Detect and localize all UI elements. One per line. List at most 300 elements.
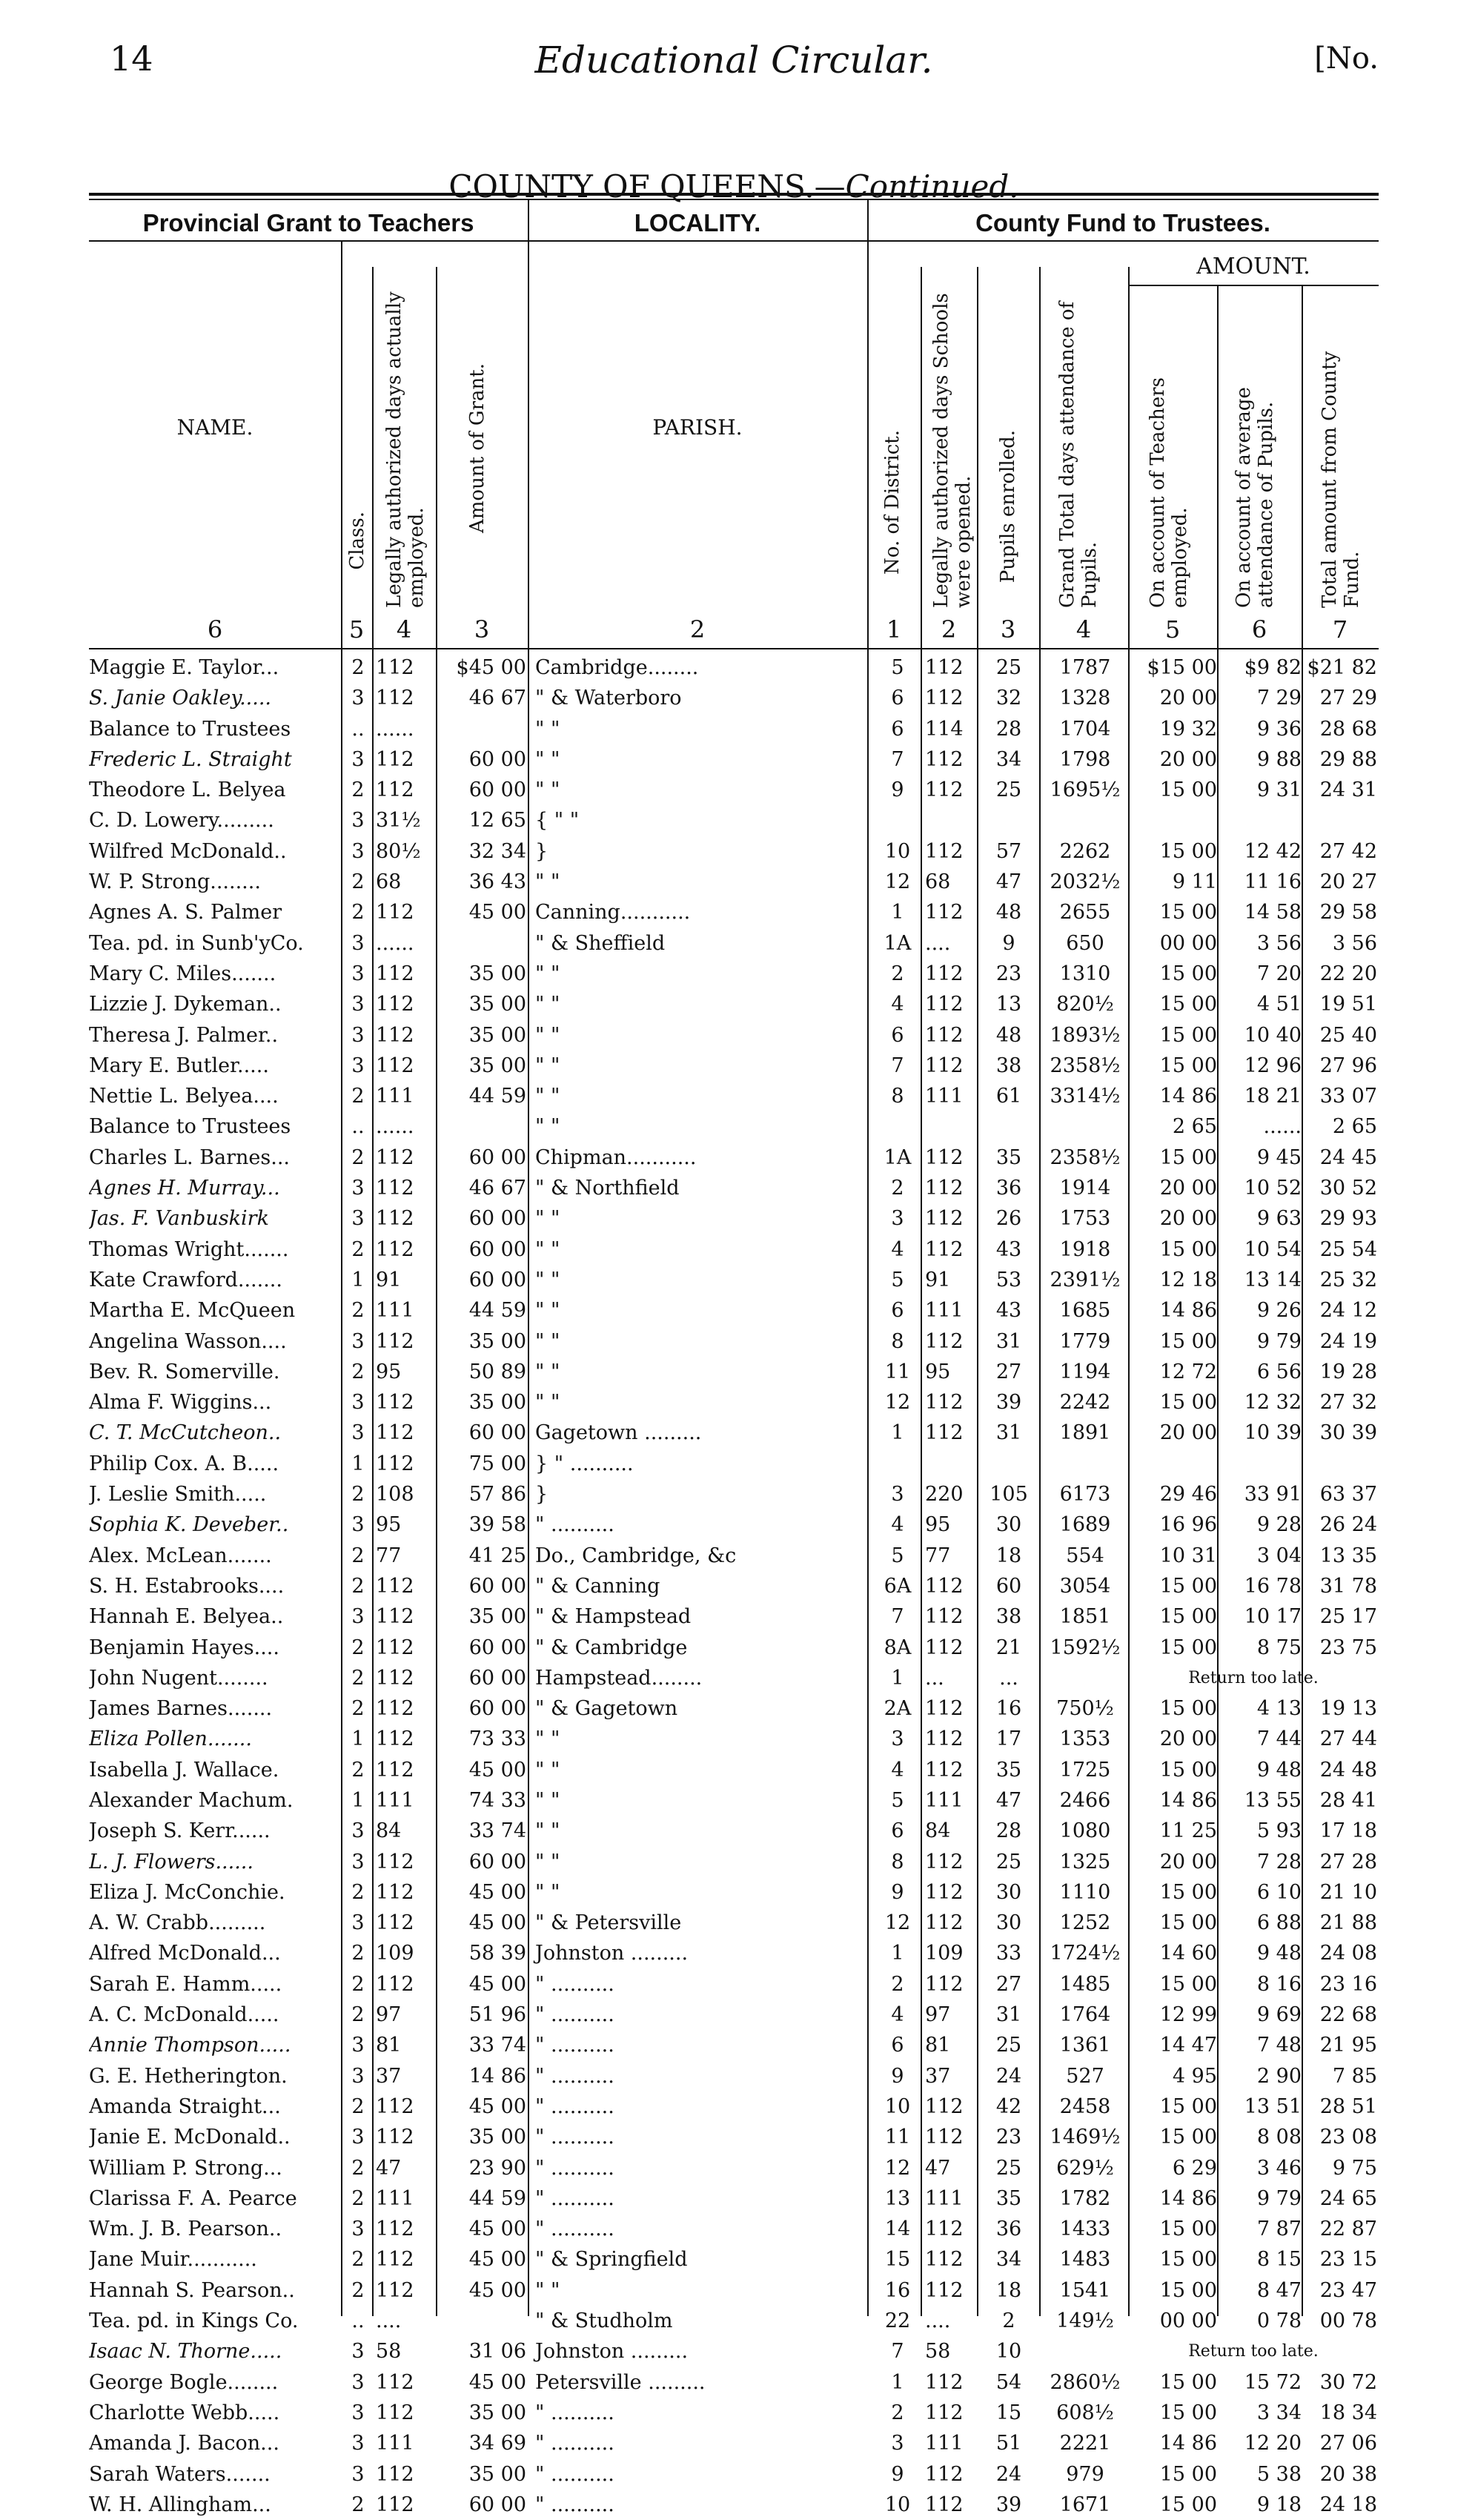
col-num: 6: [207, 615, 223, 644]
cell-district-number: 6: [891, 717, 904, 741]
cell-grant-amount: 60 00: [468, 1850, 526, 1874]
cell-district-number: 14: [884, 2218, 911, 2241]
table-row: [89, 1509, 1379, 1540]
cell-grant-amount: 60 00: [468, 747, 526, 771]
cell-teachers-amount: Return too late.: [1188, 2342, 1319, 2361]
cell-pupils-enrolled: 18: [995, 2278, 1022, 2302]
cell-days-employed: 112: [376, 2126, 414, 2149]
cell-parish: Johnston .........: [535, 1942, 689, 1965]
cell-district-number: 6: [891, 2034, 904, 2057]
cell-grant-amount: 60 00: [468, 1421, 526, 1445]
cell-attendance-amount: 16 78: [1244, 1574, 1302, 1598]
table-row: [89, 652, 1379, 683]
cell-days-opened: 112: [925, 993, 964, 1016]
cell-total-amount: 27 44: [1319, 1727, 1377, 1751]
cell-teachers-amount: 20 00: [1159, 1207, 1217, 1231]
cell-teachers-amount: 20 00: [1159, 1177, 1217, 1200]
cell-parish: " ..........: [535, 2003, 614, 2027]
cell-class: 3: [351, 747, 365, 771]
cell-days-employed: 47: [376, 2156, 402, 2180]
cell-teacher-name: Isaac N. Thorne.....: [89, 2340, 282, 2364]
cell-parish: " ": [535, 1237, 560, 1261]
cell-attendance-amount: 3 46: [1256, 2156, 1302, 2180]
cell-days-employed: 112: [376, 1880, 414, 1904]
cell-district-number: 6: [891, 1023, 904, 1047]
cell-days-employed: 112: [376, 2094, 414, 2118]
cell-class: 3: [351, 1023, 365, 1047]
table-row: [89, 1785, 1379, 1816]
table-row: [89, 1816, 1379, 1846]
cell-total-amount: 27 96: [1319, 1054, 1377, 1077]
cell-teacher-name: Agnes A. S. Palmer: [89, 901, 282, 925]
cell-days-employed: 95: [376, 1513, 402, 1537]
cell-class: 1: [351, 1268, 365, 1292]
cell-district-number: 4: [891, 1237, 904, 1261]
cell-grant-amount: 44 59: [468, 1299, 526, 1323]
cell-attendance-amount: 13 14: [1244, 1268, 1302, 1292]
cell-days-opened: 84: [925, 1819, 951, 1843]
cell-parish: " ": [535, 1758, 560, 1782]
cell-attendance-amount: 12 32: [1244, 1391, 1302, 1415]
cell-days-employed: 84: [376, 1819, 402, 1843]
cell-class: 2: [351, 1697, 365, 1721]
cell-class: 1: [351, 1788, 365, 1812]
cell-district-number: 8: [891, 1085, 904, 1108]
cell-class: ..: [351, 1115, 365, 1139]
cell-teachers-amount: $15 00: [1147, 656, 1217, 679]
cell-parish: " ": [535, 1054, 560, 1077]
cell-days-employed: 112: [376, 1452, 414, 1475]
cell-district-number: 10: [884, 2094, 911, 2118]
cell-class: ..: [351, 717, 365, 741]
top-rule-thin: [89, 199, 1379, 200]
cell-days-opened: 58: [925, 2340, 951, 2364]
cell-parish: " ..........: [535, 2493, 614, 2516]
cell-pupils-enrolled: 42: [995, 2094, 1022, 2118]
cell-attendance-amount: 5 93: [1256, 1819, 1302, 1843]
cell-pupils-enrolled: 10: [995, 2340, 1022, 2364]
cell-class: 3: [351, 2218, 365, 2241]
cell-pupils-enrolled: 35: [995, 1758, 1022, 1782]
cell-days-opened: 112: [925, 2126, 964, 2149]
cell-days-opened: 111: [925, 2432, 964, 2455]
cell-class: 2: [351, 1942, 365, 1965]
cell-teacher-name: Charles L. Barnes...: [89, 1145, 291, 1169]
cell-grant-amount: 35 00: [468, 1329, 526, 1353]
table-row: [89, 2490, 1379, 2520]
cell-days-employed: 112: [376, 2218, 414, 2241]
table-row: [89, 1203, 1379, 1234]
cell-grant-amount: 31 06: [468, 2340, 526, 2364]
cell-total-amount: 25 54: [1319, 1237, 1377, 1261]
cell-teachers-amount: 20 00: [1159, 1421, 1217, 1445]
cell-class: 3: [351, 1850, 365, 1874]
cell-parish: " ": [535, 2278, 560, 2302]
cell-attendance-amount: 12 20: [1244, 2432, 1302, 2455]
cell-grant-amount: 45 00: [468, 901, 526, 925]
cell-total-amount: 26 24: [1319, 1513, 1377, 1537]
cell-total-amount: 13 35: [1319, 1544, 1377, 1567]
cell-grand-total-days: 1918: [1059, 1237, 1111, 1261]
cell-days-employed: 111: [376, 1085, 414, 1108]
cell-teachers-amount: 14 86: [1159, 1085, 1217, 1108]
cell-grand-total-days: 1764: [1059, 2003, 1111, 2027]
cell-parish: " ..........: [535, 2462, 614, 2486]
header-parish: PARISH.: [652, 415, 743, 440]
cell-grand-total-days: 6173: [1059, 1483, 1111, 1507]
cell-class: 3: [351, 1177, 365, 1200]
cell-days-opened: 112: [925, 1023, 964, 1047]
cell-days-employed: 112: [376, 1574, 414, 1598]
cell-days-employed: 112: [376, 1605, 414, 1629]
cell-days-opened: 112: [925, 1972, 964, 1996]
cell-pupils-enrolled: 28: [995, 1819, 1022, 1843]
cell-grand-total-days: 2221: [1059, 2432, 1111, 2455]
cell-days-opened: 112: [925, 1329, 964, 1353]
cell-teacher-name: Theodore L. Belyea: [89, 778, 286, 802]
cell-grand-total-days: 149½: [1056, 2309, 1114, 2333]
cell-grand-total-days: 1851: [1059, 1605, 1111, 1629]
cell-teachers-amount: 14 86: [1159, 2186, 1217, 2210]
cell-total-amount: 29 93: [1319, 1207, 1377, 1231]
cell-days-opened: 37: [925, 2064, 951, 2088]
cell-teachers-amount: 15 00: [1159, 2493, 1217, 2516]
cell-attendance-amount: 33 91: [1244, 1483, 1302, 1507]
cell-grant-amount: 45 00: [468, 1911, 526, 1935]
cell-days-employed: 77: [376, 1544, 402, 1567]
cell-district-number: 5: [891, 656, 904, 679]
cell-class: 3: [351, 1054, 365, 1077]
cell-days-opened: 97: [925, 2003, 951, 2027]
cell-teachers-amount: 15 00: [1159, 839, 1217, 863]
cell-days-employed: 112: [376, 1697, 414, 1721]
table-row: [89, 2214, 1379, 2244]
table-row: [89, 989, 1379, 1019]
cell-total-amount: 28 51: [1319, 2094, 1377, 2118]
cell-pupils-enrolled: 60: [995, 1574, 1022, 1598]
cell-pupils-enrolled: 9: [1002, 931, 1015, 955]
cell-grant-amount: 60 00: [468, 1145, 526, 1169]
cell-grand-total-days: 2466: [1059, 1788, 1111, 1812]
cell-days-employed: 68: [376, 870, 402, 894]
cell-attendance-amount: 6 56: [1256, 1360, 1302, 1383]
table-body: [89, 652, 1379, 2520]
cell-attendance-amount: 13 55: [1244, 1788, 1302, 1812]
cell-teacher-name: Joseph S. Kerr......: [89, 1819, 271, 1843]
cell-class: 2: [351, 1145, 365, 1169]
cell-total-amount: 24 08: [1319, 1942, 1377, 1965]
cell-total-amount: 19 28: [1319, 1360, 1377, 1383]
cell-teachers-amount: 15 00: [1159, 1574, 1217, 1598]
cell-teachers-amount: Return too late.: [1188, 1668, 1319, 1687]
cell-teachers-amount: 12 18: [1159, 1268, 1217, 1292]
col-num: 4: [396, 615, 412, 644]
cell-days-employed: 112: [376, 2370, 414, 2394]
cell-grant-amount: 73 33: [468, 1727, 526, 1751]
group-locality: LOCALITY.: [634, 209, 761, 237]
cell-teachers-amount: 16 96: [1159, 1513, 1217, 1537]
cell-total-amount: 9 75: [1332, 2156, 1377, 2180]
cell-grant-amount: 45 00: [468, 2370, 526, 2394]
cell-grant-amount: 60 00: [468, 2493, 526, 2516]
cell-teacher-name: W. P. Strong........: [89, 870, 261, 894]
cell-days-opened: ....: [925, 2309, 951, 2333]
table-row: [89, 1877, 1379, 1908]
cell-class: 3: [351, 931, 365, 955]
cell-pupils-enrolled: 35: [995, 2186, 1022, 2210]
cell-days-opened: ....: [925, 931, 951, 955]
cell-total-amount: 7 85: [1332, 2064, 1377, 2088]
cell-attendance-amount: 9 28: [1256, 1513, 1302, 1537]
cell-attendance-amount: 18 21: [1244, 1085, 1302, 1108]
cell-grand-total-days: 1483: [1059, 2248, 1111, 2272]
cell-total-amount: 30 72: [1319, 2370, 1377, 2394]
cell-total-amount: 27 42: [1319, 839, 1377, 863]
cell-total-amount: 21 95: [1319, 2034, 1377, 2057]
cell-days-employed: 112: [376, 1391, 414, 1415]
table-row: [89, 1693, 1379, 1724]
cell-total-amount: 19 51: [1319, 993, 1377, 1016]
cell-grand-total-days: 3054: [1059, 1574, 1111, 1598]
cell-grant-amount: 36 43: [468, 870, 526, 894]
cell-days-opened: 112: [925, 747, 964, 771]
top-rule: [89, 193, 1379, 196]
cell-grand-total-days: 750½: [1056, 1697, 1114, 1721]
cell-days-opened: 112: [925, 2493, 964, 2516]
table-row: [89, 2244, 1379, 2275]
cell-class: 2: [351, 1972, 365, 1996]
cell-grant-amount: 44 59: [468, 2186, 526, 2210]
cell-pupils-enrolled: 28: [995, 717, 1022, 741]
cell-days-employed: 112: [376, 2401, 414, 2424]
cell-pupils-enrolled: 34: [995, 747, 1022, 771]
cell-district-number: 6: [891, 1819, 904, 1843]
cell-teacher-name: Sarah Waters.......: [89, 2462, 271, 2486]
table-row: [89, 2061, 1379, 2091]
cell-class: 3: [351, 1513, 365, 1537]
cell-attendance-amount: 3 56: [1256, 931, 1302, 955]
cell-class: 2: [351, 1666, 365, 1690]
cell-teachers-amount: 14 47: [1159, 2034, 1217, 2057]
cell-teachers-amount: 11 25: [1159, 1819, 1217, 1843]
page-title: Educational Circular.: [534, 39, 933, 82]
cell-total-amount: 23 16: [1319, 1972, 1377, 1996]
cell-teachers-amount: 15 00: [1159, 2462, 1217, 2486]
cell-class: 2: [351, 1880, 365, 1904]
cell-pupils-enrolled: 25: [995, 1850, 1022, 1874]
cell-teachers-amount: 15 00: [1159, 2126, 1217, 2149]
cell-grant-amount: 57 86: [468, 1483, 526, 1507]
cell-teacher-name: Kate Crawford.......: [89, 1268, 282, 1292]
cell-days-opened: 112: [925, 1421, 964, 1445]
cell-district-number: 6A: [884, 1574, 912, 1598]
cell-days-employed: 112: [376, 1636, 414, 1659]
cell-district-number: 12: [884, 870, 911, 894]
cell-grand-total-days: 1328: [1059, 687, 1111, 710]
cell-grant-amount: 23 90: [468, 2156, 526, 2180]
cell-class: 3: [351, 2370, 365, 2394]
cell-attendance-amount: 3 34: [1256, 2401, 1302, 2424]
cell-grand-total-days: 1361: [1059, 2034, 1111, 2057]
cell-district-number: 13: [884, 2186, 911, 2210]
cell-pupils-enrolled: 24: [995, 2064, 1022, 2088]
cell-district-number: 22: [884, 2309, 911, 2333]
cell-grant-amount: 60 00: [468, 1666, 526, 1690]
cell-grant-amount: 60 00: [468, 1574, 526, 1598]
cell-total-amount: 24 31: [1319, 778, 1377, 802]
cell-district-number: 1A: [884, 931, 912, 955]
cell-parish: }: [535, 839, 548, 863]
col-num: 1: [886, 615, 902, 644]
table-row: [89, 1051, 1379, 1081]
cell-parish: " & Gagetown: [535, 1697, 678, 1721]
cell-pupils-enrolled: 30: [995, 1513, 1022, 1537]
cell-total-amount: 22 68: [1319, 2003, 1377, 2027]
cell-days-employed: 112: [376, 962, 414, 985]
cell-days-employed: 81: [376, 2034, 402, 2057]
cell-district-number: 6: [891, 1299, 904, 1323]
cell-total-amount: 24 19: [1319, 1329, 1377, 1353]
cell-days-opened: 112: [925, 1207, 964, 1231]
cell-days-employed: 112: [376, 1758, 414, 1782]
cell-grant-amount: 60 00: [468, 1636, 526, 1659]
cell-attendance-amount: 9 69: [1256, 2003, 1302, 2027]
cell-parish: " ": [535, 1819, 560, 1843]
cell-class: 3: [351, 1819, 365, 1843]
cell-class: 2: [351, 1636, 365, 1659]
cell-class: 3: [351, 839, 365, 863]
cell-attendance-amount: 9 45: [1256, 1145, 1302, 1169]
cell-class: 2: [351, 870, 365, 894]
cell-class: 3: [351, 2064, 365, 2088]
cell-grant-amount: 35 00: [468, 1023, 526, 1047]
cell-days-opened: 95: [925, 1360, 951, 1383]
cell-days-employed: 112: [376, 656, 414, 679]
cell-days-employed: ....: [376, 2309, 402, 2333]
cell-attendance-amount: 10 39: [1244, 1421, 1302, 1445]
cell-days-opened: 112: [925, 1145, 964, 1169]
cell-grant-amount: 46 67: [468, 1177, 526, 1200]
cell-days-employed: 112: [376, 1666, 414, 1690]
col-num: 2: [689, 615, 706, 644]
cell-teachers-amount: 10 31: [1159, 1544, 1217, 1567]
cell-parish: Chipman...........: [535, 1145, 697, 1169]
cell-parish: " ..........: [535, 2094, 614, 2118]
cell-days-opened: 111: [925, 1788, 964, 1812]
cell-district-number: 1A: [884, 1145, 912, 1169]
cell-parish: Petersville .........: [535, 2370, 706, 2394]
cell-total-amount: 27 32: [1319, 1391, 1377, 1415]
cell-days-employed: 112: [376, 2493, 414, 2516]
cell-attendance-amount: 8 16: [1256, 1972, 1302, 1996]
cell-teachers-amount: 20 00: [1159, 687, 1217, 710]
cell-attendance-amount: ......: [1263, 1115, 1302, 1139]
cell-pupils-enrolled: 30: [995, 1911, 1022, 1935]
cell-teachers-amount: 15 00: [1159, 901, 1217, 925]
cell-attendance-amount: 3 04: [1256, 1544, 1302, 1567]
cell-total-amount: 18 34: [1319, 2401, 1377, 2424]
section-title-main: COUNTY OF QUEENS.—: [448, 168, 846, 205]
cell-days-opened: 112: [925, 656, 964, 679]
cell-district-number: 3: [891, 1727, 904, 1751]
cell-grand-total-days: 1541: [1059, 2278, 1111, 2302]
cell-teacher-name: L. J. Flowers......: [89, 1850, 253, 1874]
cell-days-opened: 112: [925, 1636, 964, 1659]
cell-grand-total-days: 2391½: [1050, 1268, 1121, 1292]
cell-pupils-enrolled: 38: [995, 1054, 1022, 1077]
cell-grant-amount: 35 00: [468, 2126, 526, 2149]
header-name: NAME.: [176, 415, 253, 440]
cell-grand-total-days: 820½: [1056, 993, 1114, 1016]
cell-days-employed: ......: [376, 1115, 414, 1139]
header-bottom-rule: [89, 648, 1379, 649]
cell-teachers-amount: 14 86: [1159, 1299, 1217, 1323]
cell-grand-total-days: 1252: [1059, 1911, 1111, 1935]
cell-attendance-amount: 9 48: [1256, 1758, 1302, 1782]
cell-grant-amount: 51 96: [468, 2003, 526, 2027]
cell-days-employed: 112: [376, 687, 414, 710]
cell-grand-total-days: 1891: [1059, 1421, 1111, 1445]
cell-teachers-amount: 29 46: [1159, 1483, 1217, 1507]
cell-district-number: 3: [891, 1207, 904, 1231]
cell-pupils-enrolled: 36: [995, 2218, 1022, 2241]
cell-parish: " ": [535, 1023, 560, 1047]
cell-teachers-amount: 20 00: [1159, 1850, 1217, 1874]
cell-total-amount: 24 45: [1319, 1145, 1377, 1169]
header-days-opened: Legally authorized days Schools were opened.: [930, 293, 975, 608]
cell-days-employed: 91: [376, 1268, 402, 1292]
cell-days-opened: 112: [925, 2370, 964, 2394]
cell-grand-total-days: 1704: [1059, 717, 1111, 741]
cell-teachers-amount: 15 00: [1159, 1391, 1217, 1415]
cell-days-employed: 112: [376, 1727, 414, 1751]
cell-days-employed: 111: [376, 2186, 414, 2210]
cell-teachers-amount: 15 00: [1159, 1023, 1217, 1047]
cell-grant-amount: 33 74: [468, 1819, 526, 1843]
table-row: [89, 683, 1379, 713]
cell-days-employed: 112: [376, 2278, 414, 2302]
cell-grant-amount: 60 00: [468, 778, 526, 802]
cell-grand-total-days: 1782: [1059, 2186, 1111, 2210]
cell-teacher-name: Amanda J. Bacon...: [89, 2432, 279, 2455]
cell-teachers-amount: 15 00: [1159, 2094, 1217, 2118]
cell-teachers-amount: 15 00: [1159, 2248, 1217, 2272]
cell-teachers-amount: 15 00: [1159, 2278, 1217, 2302]
cell-class: 3: [351, 2126, 365, 2149]
cell-grand-total-days: 1798: [1059, 747, 1111, 771]
cell-grand-total-days: 2262: [1059, 839, 1111, 863]
cell-district-number: 5: [891, 1544, 904, 1567]
table-row: [89, 1234, 1379, 1265]
cell-days-employed: 112: [376, 993, 414, 1016]
cell-pupils-enrolled: 31: [995, 1329, 1022, 1353]
cell-grand-total-days: 1893½: [1050, 1023, 1121, 1047]
header-days-employed: Legally authorized days actually employed.: [383, 291, 428, 608]
table-row: [89, 2336, 1379, 2367]
cell-parish: " & Sheffield: [535, 931, 666, 955]
cell-district-number: 11: [884, 1360, 911, 1383]
cell-total-amount: 63 37: [1319, 1483, 1377, 1507]
cell-total-amount: 20 27: [1319, 870, 1377, 894]
series-number: [No.: [1314, 42, 1379, 76]
cell-class: ..: [351, 2309, 365, 2333]
cell-days-opened: 112: [925, 1697, 964, 1721]
cell-days-employed: 112: [376, 1145, 414, 1169]
table-row: [89, 1111, 1379, 1142]
cell-attendance-amount: 8 75: [1256, 1636, 1302, 1659]
cell-attendance-amount: 9 48: [1256, 1942, 1302, 1965]
cell-class: 3: [351, 962, 365, 985]
